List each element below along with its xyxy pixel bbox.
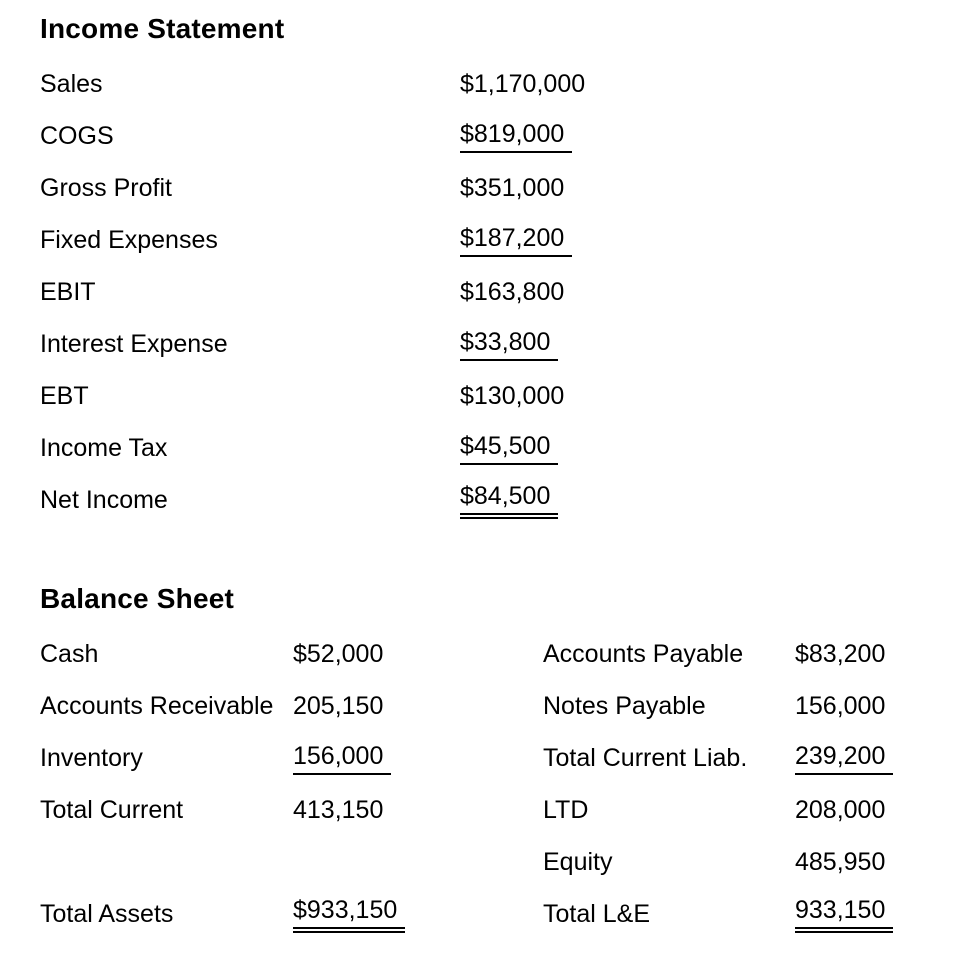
- balance-row-ar-np: [40, 680, 956, 732]
- income-row-net-income: [40, 474, 956, 526]
- asset-value: $52,000: [293, 639, 384, 668]
- liability-value: 933,150: [795, 896, 893, 933]
- liability-value: 208,000: [795, 795, 886, 824]
- row-value: $187,200: [460, 224, 572, 257]
- liability-value: $83,200: [795, 639, 886, 668]
- asset-label: Total Current: [40, 795, 184, 824]
- liability-label: Accounts Payable: [543, 639, 744, 668]
- liability-value: 156,000: [795, 691, 886, 720]
- liability-label: Total L&E: [543, 899, 651, 928]
- liability-label: LTD: [543, 795, 589, 824]
- row-value: $163,800: [460, 277, 565, 306]
- liability-value: 485,950: [795, 847, 886, 876]
- row-value: $33,800: [460, 328, 558, 361]
- balance-row-cash-ap: [40, 628, 956, 680]
- liability-label: Equity: [543, 847, 613, 876]
- income-row-sales: [40, 58, 956, 110]
- row-label: EBT: [40, 381, 89, 410]
- row-label: EBIT: [40, 277, 96, 306]
- asset-label: Accounts Receivable: [40, 691, 274, 720]
- asset-label: Cash: [40, 639, 99, 668]
- income-statement-title: Income Statement: [40, 13, 285, 44]
- balance-row-inventory-tcl: [40, 732, 956, 784]
- asset-value: 413,150: [293, 795, 384, 824]
- balance-row-total-current-ltd: [40, 784, 956, 836]
- income-row-ebt: [40, 370, 956, 422]
- row-value: $1,170,000: [460, 69, 586, 98]
- income-row-ebit: [40, 266, 956, 318]
- row-label: Sales: [40, 69, 103, 98]
- asset-label: Inventory: [40, 743, 143, 772]
- asset-label: Total Assets: [40, 899, 174, 928]
- row-label: Fixed Expenses: [40, 225, 218, 254]
- asset-value: $933,150: [293, 896, 405, 933]
- row-value: $351,000: [460, 173, 565, 202]
- income-row-fixed-expenses: [40, 214, 956, 266]
- liability-label: Total Current Liab.: [543, 743, 748, 772]
- balance-row-equity: [40, 836, 956, 888]
- liability-value: 239,200: [795, 742, 893, 775]
- balance-row-totals: [40, 888, 956, 940]
- income-row-interest-expense: [40, 318, 956, 370]
- row-value: $84,500: [460, 482, 558, 519]
- row-value: $819,000: [460, 120, 572, 153]
- row-label: Gross Profit: [40, 173, 172, 202]
- row-label: COGS: [40, 121, 114, 150]
- row-label: Interest Expense: [40, 329, 228, 358]
- asset-value: 156,000: [293, 742, 391, 775]
- balance-sheet-table: [40, 628, 956, 940]
- balance-sheet-title: Balance Sheet: [40, 583, 235, 614]
- income-statement-table: [40, 58, 956, 526]
- row-value: $45,500: [460, 432, 558, 465]
- row-label: Income Tax: [40, 433, 168, 462]
- asset-value: 205,150: [293, 691, 384, 720]
- income-row-gross-profit: [40, 162, 956, 214]
- row-value: $130,000: [460, 381, 565, 410]
- income-row-income-tax: [40, 422, 956, 474]
- row-label: Net Income: [40, 485, 168, 514]
- liability-label: Notes Payable: [543, 691, 706, 720]
- income-row-cogs: [40, 110, 956, 162]
